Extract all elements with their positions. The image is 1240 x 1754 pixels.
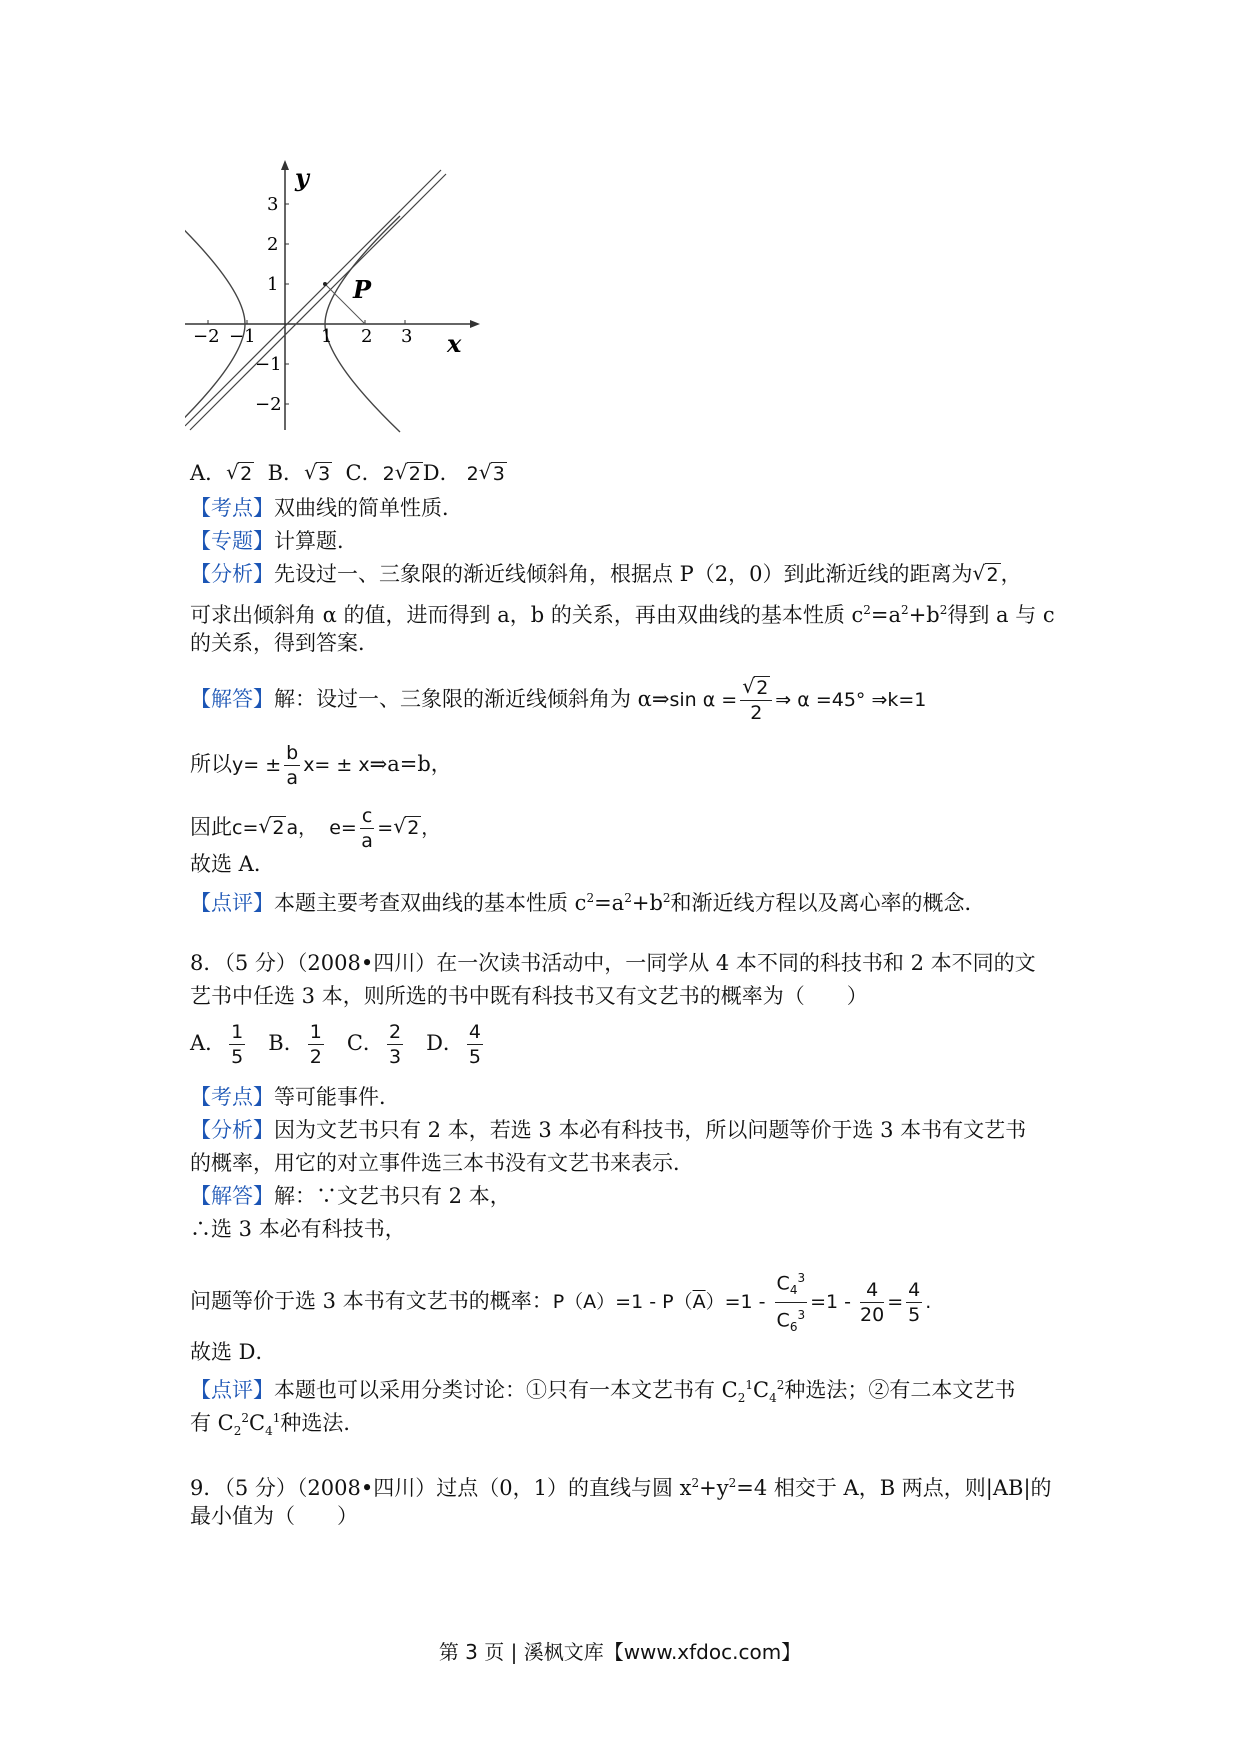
q8-dp1-sup2: 2 — [776, 1378, 785, 1392]
q7-yinci-fraction — [360, 804, 374, 853]
q7-option-c-coef: 2 — [382, 463, 395, 485]
q7-fenxi-2d: 得到 a 与 c — [947, 603, 1055, 627]
dianping-tag: 【点评】 — [190, 1378, 274, 1402]
q7-dianping — [190, 883, 986, 918]
q8-formula-eq: = — [887, 1291, 904, 1314]
q8-option-a-prefix: A． — [190, 1031, 227, 1055]
q9-sup2: 2 — [728, 1476, 737, 1490]
q7-option-a-prefix: A． — [190, 461, 227, 485]
q7-option-d-prefix: D． — [422, 461, 461, 485]
fenxi-tag: 【分析】 — [190, 562, 274, 586]
q7-yinci-eq: = — [377, 817, 394, 839]
q8-comb-den-sub: 6 — [789, 1320, 798, 1335]
kaodian-tag: 【考点】 — [190, 1085, 274, 1109]
q8-formula-a: P（A）=1 - P（ — [552, 1291, 693, 1314]
q7-options — [190, 458, 507, 489]
q8-option-c-frac — [387, 1020, 403, 1069]
q7-jieda-frac-num: 2 — [756, 677, 769, 699]
q7-yinci-text: 因此 — [190, 815, 232, 839]
q7-suoyi-tail: x= ± x — [303, 754, 370, 776]
q8-fenxi-2-text: 的概率，用它的对立事件选三本书没有文艺书来表示． — [190, 1151, 694, 1175]
q8-jieda-3-text: 问题等价于选 3 本书有文艺书的概率： — [190, 1289, 553, 1314]
x-tick-neg1: −1 — [229, 326, 256, 347]
q7-fenxi-1b: ， — [1000, 562, 1022, 586]
q7-fenxi-2a: 可求出倾斜角 α 的值，进而得到 a，b 的关系，再由双曲线的基本性质 c — [190, 603, 864, 627]
q7-guxuan-text: 故选 A． — [190, 852, 275, 876]
q7-fenxi-1a: 先设过一、三象限的渐近线倾斜角，根据点 P（2，0）到此渐近线的距离为 — [274, 562, 973, 586]
q8-dp1-sub2: 4 — [769, 1391, 777, 1406]
q8-stem-2-text: 艺书中任选 3 本，则所选的书中既有科技书又有文艺书的概率为（ ） — [190, 984, 868, 1008]
q8-comb-den-c: C — [776, 1309, 790, 1332]
q8-dianping-1b: 种选法；②有二本文艺书 — [784, 1378, 1016, 1402]
q8-dp2-sub1: 2 — [233, 1424, 242, 1439]
q7-jieda-frac-den: 2 — [750, 702, 763, 724]
q7-jieda-tail: ⇒ α =45° ⇒k=1 — [775, 689, 927, 711]
q8-formula-end: . — [925, 1291, 932, 1314]
q8-comb-den-sup: 3 — [797, 1308, 806, 1323]
q8-kaodian — [190, 1082, 400, 1112]
hyperbola-graph — [185, 160, 485, 440]
q8-dp2-sub2: 4 — [265, 1424, 273, 1439]
q8-option-b-prefix: B． — [268, 1031, 305, 1055]
q9-stem-1c: =4 相交于 A，B 两点，则|AB|的 — [736, 1476, 1052, 1500]
q8-option-b-num: 1 — [309, 1021, 322, 1043]
q8-formula-mid: =1 - — [810, 1291, 851, 1314]
q7-dianping-d: 和渐近线方程以及离心率的概念． — [670, 891, 986, 915]
q7-yinci-rad2: 2 — [407, 817, 420, 839]
dianping-tag: 【点评】 — [190, 891, 274, 915]
point-p-label: P — [353, 275, 372, 304]
q8-option-d-prefix: D． — [426, 1031, 464, 1055]
q8-jieda-1 — [190, 1181, 511, 1211]
q7-yinci-a: a， — [286, 817, 318, 839]
q7-dianping-exp-c: 2 — [662, 891, 671, 905]
y-tick-1: 1 — [267, 274, 279, 295]
q7-suoyi — [190, 741, 452, 790]
q8-option-b-den: 2 — [309, 1046, 322, 1068]
q8-option-d-num: 4 — [468, 1021, 481, 1043]
q7-fenxi-2b: =a — [870, 603, 902, 627]
q7-yinci-den: a — [361, 830, 373, 852]
q8-dp2-sup1: 2 — [241, 1411, 250, 1425]
q8-dianping-2b: 种选法． — [280, 1411, 365, 1435]
q7-fenxi-exp-b: 2 — [901, 603, 909, 617]
q7-fenxi-exp-a: 2 — [863, 603, 871, 617]
q8-jieda-1-text: 解：∵文艺书只有 2 本， — [274, 1184, 511, 1208]
q8-comb-num-c: C — [776, 1272, 790, 1295]
q8-guxuan-text: 故选 D． — [190, 1340, 277, 1364]
y-axis-label: y — [295, 163, 309, 192]
q7-kaodian-text: 双曲线的简单性质． — [274, 496, 463, 520]
q9-stem-1 — [190, 1468, 1052, 1503]
q7-zhuanti-text: 计算题． — [274, 529, 358, 553]
q8-dp1-c: C — [753, 1378, 770, 1402]
q8-jieda-2-text: ∴选 3 本必有科技书， — [190, 1217, 406, 1241]
y-tick-3: 3 — [267, 194, 279, 215]
y-tick-neg1: −1 — [255, 354, 282, 375]
q8-dianping-2 — [190, 1403, 364, 1446]
q8-comb-num-sup: 3 — [797, 1271, 806, 1285]
q7-option-b-prefix: B． — [267, 461, 305, 485]
jieda-tag: 【解答】 — [190, 687, 274, 711]
q7-jieda-1 — [190, 676, 926, 725]
q7-suoyi-den: a — [286, 767, 298, 789]
q8-option-a-frac — [229, 1020, 245, 1069]
q8-dianping-1a: 本题也可以采用分类讨论：①只有一本文艺书有 C — [274, 1378, 738, 1402]
q7-dianping-exp-b: 2 — [624, 891, 632, 905]
q7-option-b-value: 3 — [318, 463, 331, 485]
q7-jieda-1-text: 解：设过一、三象限的渐近线倾斜角为 α⇒ — [274, 687, 670, 711]
q7-fenxi-3 — [190, 628, 379, 658]
q8-stem-1-text: 8．（5 分）（2008•四川）在一次读书活动中，一同学从 4 本不同的科技书和 2 本不同的文 — [190, 951, 1036, 975]
q7-option-c-prefix: C． — [345, 461, 383, 485]
q8-kaodian-text: 等可能事件． — [274, 1085, 400, 1109]
q7-fenxi-exp-c: 2 — [939, 603, 948, 617]
q8-option-d-den: 5 — [468, 1046, 481, 1068]
q7-option-c-value: 2 — [408, 463, 421, 485]
page-footer: 第 3 页 | 溪枫文库【www.xfdoc.com】 — [438, 1640, 802, 1664]
q7-zhuanti — [190, 526, 358, 556]
q7-fenxi-1-rad: 2 — [986, 564, 999, 586]
q7-yinci-rad: 2 — [272, 817, 285, 839]
x-tick-2: 2 — [361, 326, 373, 347]
q7-jieda-fraction — [740, 676, 772, 725]
q7-suoyi-y: y= ± — [232, 754, 282, 776]
y-tick-neg2: −2 — [255, 394, 282, 415]
kaodian-tag: 【考点】 — [190, 496, 274, 520]
q8-jieda-2 — [190, 1214, 406, 1244]
q7-guxuan — [190, 849, 275, 879]
q7-fenxi-1 — [190, 559, 1022, 590]
q7-dianping-a: 本题主要考查双曲线的基本性质 c — [274, 891, 587, 915]
x-tick-1: 1 — [321, 326, 333, 347]
q8-frac2-num: 4 — [860, 1278, 884, 1303]
q8-formula-abar: $\overline{A}$ — [692, 1291, 706, 1314]
q8-formula-frac2 — [860, 1278, 884, 1327]
q7-option-a-value: 2 — [240, 463, 253, 485]
q8-dianping-2a: 有 C — [190, 1411, 234, 1435]
q8-fenxi-1 — [190, 1115, 1026, 1145]
fenxi-tag: 【分析】 — [190, 1118, 274, 1142]
q8-frac3-den: 5 — [908, 1304, 921, 1327]
q8-option-b-frac — [308, 1020, 324, 1069]
q7-dianping-c: +b — [631, 891, 663, 915]
q7-jieda-sin: sin α = — [669, 689, 738, 711]
q9-stem-2-text: 最小值为（ ） — [190, 1504, 358, 1528]
q8-formula-b: ）=1 - — [705, 1291, 766, 1314]
q8-stem-1 — [190, 948, 1036, 978]
q7-suoyi-text: 所以 — [190, 752, 232, 776]
asymptote-line — [185, 170, 441, 426]
q9-stem-1b: +y — [699, 1476, 729, 1500]
q7-dianping-b: =a — [594, 891, 625, 915]
foot-point — [323, 282, 327, 286]
q7-option-d-coef: 2 — [466, 463, 479, 485]
q7-option-d-value: 3 — [492, 463, 505, 485]
q8-formula-comb-frac — [775, 1266, 808, 1339]
q7-fenxi-2 — [190, 595, 1055, 630]
q7-yinci-e: e= — [329, 817, 357, 839]
q8-option-a-num: 1 — [231, 1021, 244, 1043]
q7-suoyi-num: b — [286, 742, 299, 764]
q8-fenxi-1-text: 因为文艺书只有 2 本，若选 3 本必有科技书，所以问题等价于选 3 本书有文艺书 — [274, 1118, 1027, 1142]
x-tick-neg2: −2 — [193, 326, 220, 347]
y-tick-2: 2 — [267, 234, 279, 255]
q8-dp1-sup1: 1 — [745, 1378, 754, 1392]
x-tick-3: 3 — [401, 326, 413, 347]
q8-stem-2 — [190, 981, 868, 1011]
q7-fenxi-2c: +b — [908, 603, 940, 627]
q9-sup1: 2 — [691, 1476, 700, 1490]
q7-yinci-num: c — [361, 805, 373, 827]
q7-fenxi-3-text: 的关系，得到答案． — [190, 631, 379, 655]
q8-dp2-sup2: 1 — [272, 1411, 281, 1425]
q8-option-a-den: 5 — [231, 1046, 244, 1068]
q8-option-d-frac — [467, 1020, 483, 1069]
q8-frac2-den: 20 — [860, 1304, 885, 1327]
q8-dp1-sub1: 2 — [737, 1391, 746, 1406]
q9-stem-1a: 9．（5 分）（2008•四川）过点（0，1）的直线与圆 x — [190, 1476, 692, 1500]
y-axis-arrow — [281, 160, 289, 170]
zhuanti-tag: 【专题】 — [190, 529, 274, 553]
x-axis-arrow — [470, 320, 480, 328]
q7-yinci — [190, 804, 440, 853]
jieda-tag: 【解答】 — [190, 1184, 274, 1208]
q8-dp2-c: C — [249, 1411, 266, 1435]
q8-option-c-num: 2 — [388, 1021, 402, 1043]
q7-yinci-c: c= — [232, 817, 259, 839]
q7-kaodian — [190, 493, 463, 523]
q8-jieda-3 — [190, 1266, 931, 1339]
q8-comb-num-sub: 4 — [789, 1283, 798, 1298]
q7-suoyi-result: ⇒a=b， — [369, 752, 452, 776]
q7-yinci-end: ， — [421, 817, 441, 839]
asymptote-line-2 — [190, 174, 446, 430]
q8-fenxi-2 — [190, 1148, 694, 1178]
q8-option-c-prefix: C． — [346, 1031, 384, 1055]
q7-dianping-exp-a: 2 — [586, 891, 595, 905]
q8-formula-frac3 — [906, 1278, 922, 1327]
q9-stem-2 — [190, 1501, 358, 1531]
q8-guxuan — [190, 1337, 277, 1367]
q8-frac3-num: 4 — [908, 1279, 921, 1302]
x-axis-label: x — [447, 329, 462, 358]
q7-suoyi-fraction — [284, 741, 300, 790]
q8-options — [190, 1020, 486, 1069]
q8-option-c-den: 3 — [388, 1046, 402, 1068]
